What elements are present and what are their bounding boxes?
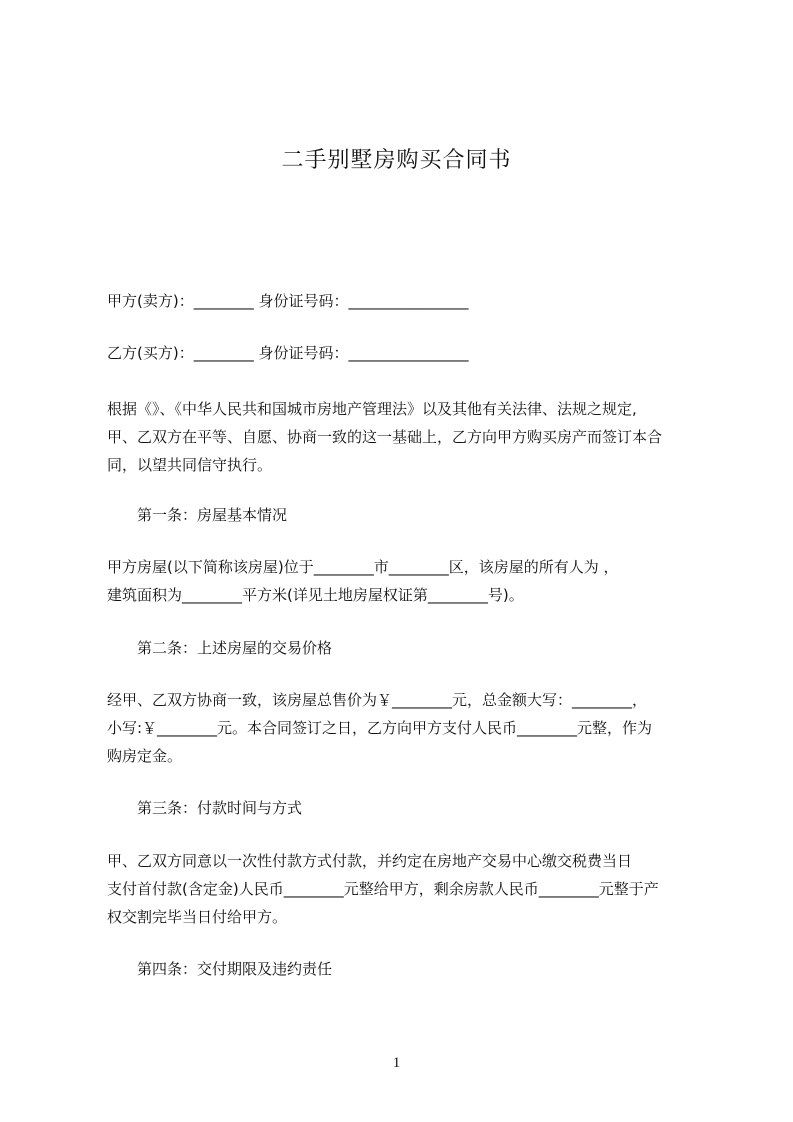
article-1-heading: 第一条：房屋基本情况	[137, 506, 288, 524]
preamble-line-1: 根据《》、《中华人民共和国城市房地产管理法》以及其他有关法律、法规之规定,	[107, 400, 637, 418]
page-title: 二手别墅房购买合同书	[281, 148, 512, 173]
article-1-line-2: 建筑面积为________平方米(详见土地房屋权证第________号)。	[107, 586, 524, 604]
preamble-line-2: 甲、乙双方在平等、自愿、协商一致的这一基础上，乙方向甲方购买房产而签订本合	[107, 428, 663, 446]
article-4-heading: 第四条：交付期限及违约责任	[137, 960, 333, 978]
article-2-heading: 第二条：上述房屋的交易价格	[137, 639, 333, 657]
article-2-line-2: 小写:￥________元。本合同签订之日，乙方向甲方支付人民币________元整，作为	[107, 719, 653, 737]
article-2-line-1: 经甲、乙双方协商一致，该房屋总售价为￥________元，总金额大写：________，	[107, 691, 648, 709]
article-2-paragraph	[107, 686, 699, 770]
preamble-paragraph	[107, 395, 699, 479]
article-3-line-2: 支付首付款(含定金)人民币________元整给甲方，剩余房款人民币________元整于产	[107, 880, 659, 898]
article-3-paragraph	[107, 847, 699, 931]
article-2-line-3: 购房定金。	[107, 747, 183, 765]
article-3-heading: 第三条：付款时间与方式	[137, 799, 303, 817]
party-b-line: 乙方(买方)：________ 身份证号码：________________	[107, 344, 469, 362]
party-a-line: 甲方(卖方)：________ 身份证号码：________________	[107, 292, 469, 310]
page-number: 1	[392, 1055, 401, 1071]
article-1-line-1: 甲方房屋(以下简称该房屋)位于________市________区，该房屋的所有人为 ，	[107, 558, 619, 576]
article-3-line-3: 权交割完毕当日付给甲方。	[107, 908, 288, 926]
article-1-paragraph	[107, 553, 699, 609]
preamble-line-3: 同，以望共同信守执行。	[107, 456, 273, 474]
article-3-line-1: 甲、乙双方同意以一次性付款方式付款，并约定在房地产交易中心缴交税费当日	[107, 852, 633, 870]
